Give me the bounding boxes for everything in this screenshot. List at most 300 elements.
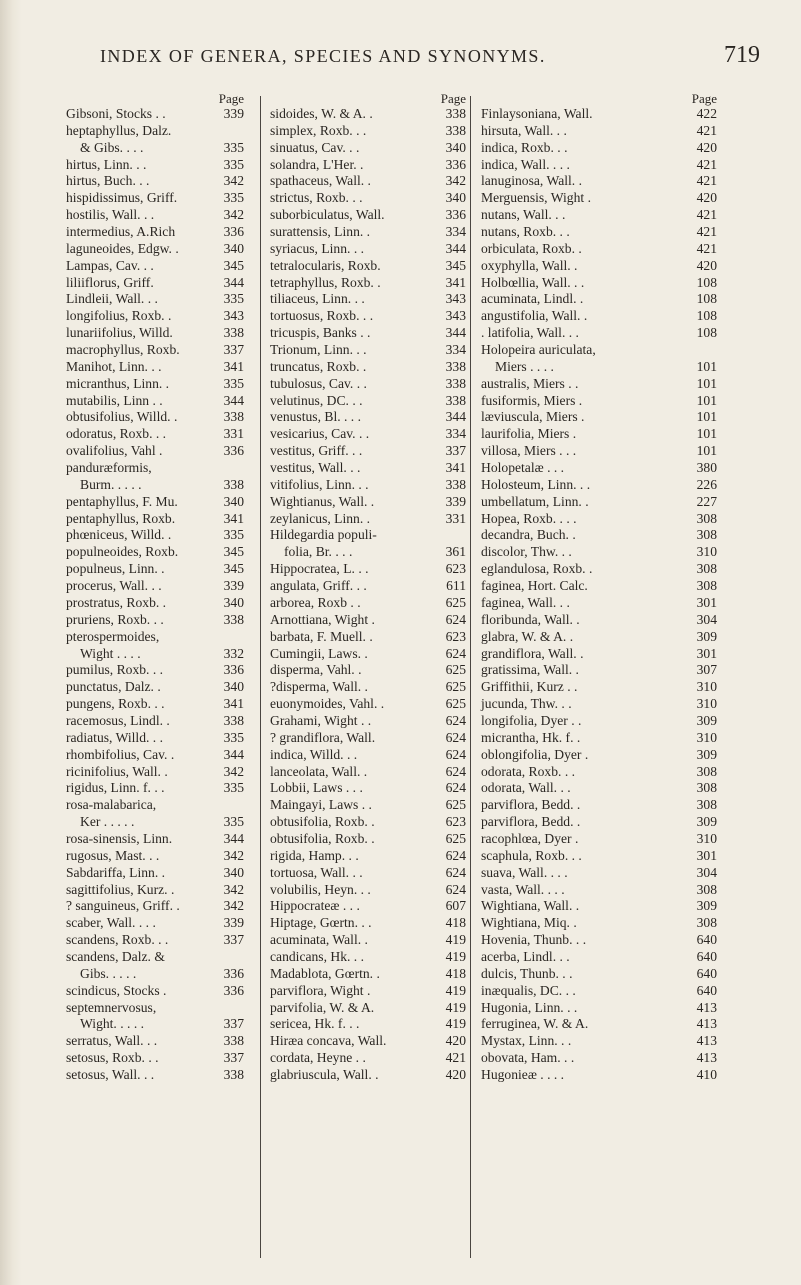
entry-page: 309	[696, 712, 717, 728]
entry-text: setosus, Wall. . .	[66, 1066, 155, 1082]
index-entry	[481, 561, 717, 578]
index-entry	[481, 342, 717, 359]
index-entry	[270, 797, 466, 814]
entry-text: australis, Miers . .	[481, 375, 579, 391]
entry-page: 344	[223, 392, 244, 408]
index-entry	[66, 730, 244, 747]
index-entry	[481, 140, 717, 157]
entry-page: 420	[445, 1033, 466, 1049]
entry-page: 421	[696, 240, 717, 256]
index-entry	[481, 544, 717, 561]
entry-page: 344	[445, 325, 466, 341]
index-entry	[481, 477, 717, 494]
entry-text: euonymoides, Vahl. .	[270, 696, 385, 712]
entry-text: faginea, Hort. Calc.	[481, 578, 588, 594]
entry-page: 623	[445, 814, 466, 830]
entry-text: rosa-sinensis, Linn.	[66, 830, 173, 846]
entry-text: scaphula, Roxb. . .	[481, 847, 582, 863]
entry-page: 344	[223, 746, 244, 762]
column-page-label: Page	[440, 91, 466, 106]
entry-text: ricinifolius, Wall. .	[66, 763, 168, 779]
index-entry	[66, 882, 244, 899]
index-entry	[481, 258, 717, 275]
index-entry	[481, 157, 717, 174]
entry-text: vestitus, Wall. . .	[270, 460, 361, 476]
entry-page: 309	[696, 628, 717, 644]
index-entry	[481, 797, 717, 814]
entry-page: 624	[445, 746, 466, 762]
entry-page: 308	[696, 561, 717, 577]
index-entry	[481, 376, 717, 393]
entry-page: 331	[445, 510, 466, 526]
entry-page: 624	[445, 780, 466, 796]
entry-text: vestitus, Griff. . .	[270, 443, 363, 459]
entry-page: 301	[696, 847, 717, 863]
index-column-2	[270, 92, 466, 1084]
index-entry	[66, 308, 244, 325]
index-entry	[481, 730, 717, 747]
index-entry	[270, 915, 466, 932]
entry-page: 341	[223, 358, 244, 374]
entry-text: indica, Wall. . . .	[481, 156, 570, 172]
entry-text: Gibs. . . . .	[80, 965, 137, 981]
index-entry	[481, 848, 717, 865]
entry-page: 624	[445, 763, 466, 779]
index-entry	[481, 359, 717, 376]
index-entry	[270, 342, 466, 359]
entry-page: 338	[223, 325, 244, 341]
entry-page: 335	[223, 139, 244, 155]
entry-page: 340	[223, 240, 244, 256]
entry-page: 421	[696, 122, 717, 138]
index-entry	[270, 983, 466, 1000]
entry-text: surattensis, Linn. .	[270, 224, 371, 240]
index-entry	[270, 696, 466, 713]
entry-page: 334	[445, 426, 466, 442]
entry-text: simplex, Roxb. . .	[270, 122, 367, 138]
entry-page: 338	[223, 476, 244, 492]
index-entry	[66, 780, 244, 797]
entry-page: 342	[223, 763, 244, 779]
entry-text: scandens, Roxb. . .	[66, 932, 169, 948]
entry-text: odoratus, Roxb. . .	[66, 426, 167, 442]
index-entry	[270, 527, 466, 544]
index-entry	[481, 308, 717, 325]
entry-text: faginea, Wall. . .	[481, 594, 570, 610]
entry-text: nutans, Wall. . .	[481, 207, 566, 223]
entry-text: sericea, Hk. f. . .	[270, 1016, 360, 1032]
entry-page: 413	[696, 999, 717, 1015]
entry-text: glabra, W. & A. .	[481, 628, 574, 644]
index-entry	[481, 426, 717, 443]
entry-page: 335	[223, 190, 244, 206]
entry-text: orbiculata, Roxb. .	[481, 240, 582, 256]
entry-page: 310	[696, 679, 717, 695]
index-entry	[66, 258, 244, 275]
entry-text: pterospermoides,	[66, 628, 160, 644]
entry-page: 623	[445, 561, 466, 577]
index-entry	[270, 764, 466, 781]
index-entry	[66, 157, 244, 174]
entry-text: solandra, L'Her. .	[270, 156, 364, 172]
entry-text: Hopea, Roxb. . . .	[481, 510, 577, 526]
index-entry	[270, 882, 466, 899]
entry-page: 101	[696, 358, 717, 374]
index-entry	[270, 1000, 466, 1017]
entry-text: truncatus, Roxb. .	[270, 358, 367, 374]
index-entry	[481, 949, 717, 966]
entry-text: ? grandiflora, Wall.	[270, 729, 376, 745]
index-entry	[481, 325, 717, 342]
entry-text: populneoides, Roxb.	[66, 544, 179, 560]
entry-text: ?disperma, Wall. .	[270, 679, 368, 695]
entry-text: lanceolata, Wall. .	[270, 763, 368, 779]
entry-page: 343	[223, 308, 244, 324]
index-entry	[481, 814, 717, 831]
index-entry	[270, 426, 466, 443]
entry-text: cordata, Heyne . .	[270, 1050, 366, 1066]
entry-text: intermedius, A.Rich	[66, 224, 176, 240]
index-entry	[270, 831, 466, 848]
entry-text: ? sanguineus, Griff. .	[66, 898, 180, 914]
entry-page: 342	[223, 173, 244, 189]
entry-page: 344	[445, 240, 466, 256]
entry-text: rigidus, Linn. f. . .	[66, 780, 165, 796]
entry-text: longifolia, Dyer . .	[481, 712, 582, 728]
entry-text: scandens, Dalz. &	[66, 948, 165, 964]
entry-text: hirtus, Buch. . .	[66, 173, 150, 189]
entry-page: 342	[223, 207, 244, 223]
entry-text: suava, Wall. . . .	[481, 864, 568, 880]
entry-page: 335	[223, 814, 244, 830]
entry-text: laurifolia, Miers .	[481, 426, 577, 442]
index-entry	[270, 544, 466, 561]
entry-text: suborbiculatus, Wall.	[270, 207, 385, 223]
index-entry	[66, 578, 244, 595]
entry-page: 332	[223, 645, 244, 661]
entry-page: 336	[223, 982, 244, 998]
entry-text: ferruginea, W. & A.	[481, 1016, 589, 1032]
index-entry	[270, 730, 466, 747]
entry-page: 341	[445, 460, 466, 476]
index-entry	[66, 241, 244, 258]
index-entry	[270, 679, 466, 696]
entry-text: obtusifolia, Roxb. .	[270, 814, 375, 830]
index-entry	[481, 443, 717, 460]
entry-text: tetralocularis, Roxb.	[270, 257, 381, 273]
entry-page: 108	[696, 325, 717, 341]
entry-text: Holbœllia, Wall. . .	[481, 274, 585, 290]
index-entry	[270, 494, 466, 511]
entry-text: Miers . . . .	[495, 358, 554, 374]
index-entry	[66, 106, 244, 123]
entry-page: 421	[696, 207, 717, 223]
entry-page: 335	[223, 527, 244, 543]
entry-text: jucunda, Thw. . .	[481, 696, 572, 712]
index-entry	[481, 595, 717, 612]
entry-text: Hippocratea, L. . .	[270, 561, 369, 577]
entry-text: zeylanicus, Linn. .	[270, 510, 371, 526]
entry-text: acerba, Lindl. . .	[481, 948, 570, 964]
entry-text: scindicus, Stocks .	[66, 982, 167, 998]
index-entry	[481, 1050, 717, 1067]
index-entry	[270, 612, 466, 629]
entry-text: odorata, Wall. . .	[481, 780, 571, 796]
entry-text: floribunda, Wall. .	[481, 611, 580, 627]
entry-text: Wight . . . .	[80, 645, 141, 661]
entry-page: 625	[445, 679, 466, 695]
index-entry	[270, 865, 466, 882]
index-entry	[270, 848, 466, 865]
entry-page: 310	[696, 729, 717, 745]
index-entry	[481, 173, 717, 190]
index-entry	[66, 865, 244, 882]
entry-page: 380	[696, 460, 717, 476]
entry-page: 307	[696, 662, 717, 678]
index-entry	[481, 662, 717, 679]
entry-text: villosa, Miers . . .	[481, 443, 577, 459]
entry-text: Holopetalæ . . .	[481, 460, 565, 476]
index-entry	[66, 561, 244, 578]
index-column-1	[66, 92, 244, 1084]
entry-text: tetraphyllus, Roxb. .	[270, 274, 381, 290]
entry-page: 625	[445, 830, 466, 846]
entry-page: 624	[445, 864, 466, 880]
entry-text: sagittifolius, Kurz. .	[66, 881, 175, 897]
index-entry	[66, 376, 244, 393]
entry-text: Hiræa concava, Wall.	[270, 1033, 387, 1049]
entry-text: punctatus, Dalz. .	[66, 679, 161, 695]
index-entry	[270, 173, 466, 190]
index-entry	[66, 797, 244, 814]
index-entry	[66, 1067, 244, 1084]
entry-text: umbellatum, Linn. .	[481, 493, 589, 509]
index-entry	[66, 662, 244, 679]
entry-page: 625	[445, 696, 466, 712]
entry-text: hirsuta, Wall. . .	[481, 122, 567, 138]
entry-text: acuminata, Wall. .	[270, 932, 368, 948]
entry-page: 640	[696, 965, 717, 981]
page-spine-shadow	[0, 0, 22, 1285]
entry-page: 338	[445, 122, 466, 138]
column-page-label: Page	[218, 91, 244, 106]
entry-page: 413	[696, 1016, 717, 1032]
entry-page: 337	[445, 443, 466, 459]
index-entry	[270, 241, 466, 258]
entry-page: 304	[696, 864, 717, 880]
entry-text: obtusifolius, Willd. .	[66, 409, 178, 425]
entry-text: tortuosa, Wall. . .	[270, 864, 363, 880]
entry-page: 421	[696, 224, 717, 240]
entry-page: 101	[696, 409, 717, 425]
entry-page: 338	[223, 1066, 244, 1082]
index-entry	[481, 713, 717, 730]
entry-text: tortuosus, Roxb. . .	[270, 308, 374, 324]
index-entry	[66, 949, 244, 966]
entry-page: 341	[223, 696, 244, 712]
index-entry	[270, 949, 466, 966]
entry-page: 338	[223, 1033, 244, 1049]
entry-text: Arnottiana, Wight .	[270, 611, 375, 627]
entry-text: lunariifolius, Willd.	[66, 325, 173, 341]
entry-text: Lobbii, Laws . . .	[270, 780, 363, 796]
entry-page: 418	[445, 915, 466, 931]
index-entry	[66, 291, 244, 308]
index-entry	[66, 325, 244, 342]
index-entry	[270, 224, 466, 241]
entry-page: 624	[445, 712, 466, 728]
index-entry	[66, 426, 244, 443]
entry-text: velutinus, DC. . .	[270, 392, 363, 408]
entry-text: Ker . . . . .	[80, 814, 135, 830]
entry-text: Wightiana, Wall. .	[481, 898, 580, 914]
index-entry	[270, 393, 466, 410]
index-entry	[66, 140, 244, 157]
column-page-label: Page	[691, 91, 717, 106]
entry-page: 342	[445, 173, 466, 189]
entry-text: heptaphyllus, Dalz.	[66, 122, 172, 138]
entry-page: 301	[696, 594, 717, 610]
index-entry	[66, 1000, 244, 1017]
index-entry	[270, 1016, 466, 1033]
entry-text: pentaphyllus, Roxb.	[66, 510, 176, 526]
entry-page: 310	[696, 830, 717, 846]
entry-page: 337	[223, 1050, 244, 1066]
entry-page: 421	[696, 173, 717, 189]
entry-text: rhombifolius, Cav. .	[66, 746, 175, 762]
index-column-3	[481, 92, 717, 1084]
entry-text: Hugonieæ . . . .	[481, 1066, 565, 1082]
entry-text: Madablota, Gœrtn. .	[270, 965, 380, 981]
index-entry	[481, 393, 717, 410]
entry-text: radiatus, Willd. . .	[66, 729, 163, 745]
entry-page: 342	[223, 898, 244, 914]
entry-text: angulata, Griff. . .	[270, 578, 367, 594]
entry-text: parviflora, Bedd. .	[481, 797, 581, 813]
index-entry	[270, 190, 466, 207]
entry-page: 308	[696, 780, 717, 796]
entry-page: 342	[223, 847, 244, 863]
entry-text: pumilus, Roxb. . .	[66, 662, 164, 678]
index-entry	[66, 443, 244, 460]
entry-text: fusiformis, Miers .	[481, 392, 583, 408]
index-entry	[66, 898, 244, 915]
index-entry	[481, 780, 717, 797]
entry-page: 420	[696, 190, 717, 206]
index-entry	[481, 494, 717, 511]
entry-text: Wight. . . . .	[80, 1016, 145, 1032]
index-entry	[66, 409, 244, 426]
entry-text: mutabilis, Linn . .	[66, 392, 163, 408]
entry-page: 419	[445, 999, 466, 1015]
index-entry	[270, 646, 466, 663]
entry-page: 308	[696, 915, 717, 931]
index-entry	[66, 359, 244, 376]
entry-page: 308	[696, 881, 717, 897]
entry-text: Lampas, Cav. . .	[66, 257, 154, 273]
index-entry	[481, 511, 717, 528]
entry-text: Burm. . . . .	[80, 476, 142, 492]
page-title: INDEX OF GENERA, SPECIES AND SYNONYMS.	[100, 46, 546, 66]
entry-text: panduræformis,	[66, 460, 152, 476]
index-entry	[66, 915, 244, 932]
index-entry	[270, 443, 466, 460]
entry-text: parvifolia, W. & A.	[270, 999, 375, 1015]
index-entry	[66, 646, 244, 663]
entry-text: . latifolia, Wall. . .	[481, 325, 579, 341]
entry-text: setosus, Roxb. . .	[66, 1050, 159, 1066]
index-entry	[66, 764, 244, 781]
index-entry	[481, 1033, 717, 1050]
entry-page: 338	[445, 392, 466, 408]
entry-page: 335	[223, 375, 244, 391]
entry-text: longifolius, Roxb. .	[66, 308, 172, 324]
entry-page: 421	[445, 1050, 466, 1066]
entry-text: macrophyllus, Roxb.	[66, 342, 180, 358]
index-entry	[481, 190, 717, 207]
index-entry	[66, 477, 244, 494]
index-entry	[66, 511, 244, 528]
index-entry	[481, 898, 717, 915]
entry-page: 308	[696, 763, 717, 779]
index-entry	[481, 831, 717, 848]
index-entry	[270, 780, 466, 797]
entry-text: Grahami, Wight . .	[270, 712, 372, 728]
index-entry	[270, 713, 466, 730]
entry-text: spathaceus, Wall. .	[270, 173, 371, 189]
index-entry	[270, 460, 466, 477]
index-entry	[481, 882, 717, 899]
entry-page: 413	[696, 1050, 717, 1066]
index-entry	[481, 241, 717, 258]
index-entry	[66, 595, 244, 612]
entry-page: 101	[696, 375, 717, 391]
entry-text: dulcis, Thunb. . .	[481, 965, 573, 981]
entry-page: 341	[445, 274, 466, 290]
entry-page: 342	[223, 881, 244, 897]
entry-text: Hovenia, Thunb. . .	[481, 932, 587, 948]
index-entry	[270, 1067, 466, 1084]
entry-page: 345	[445, 257, 466, 273]
entry-text: læviuscula, Miers .	[481, 409, 585, 425]
entry-page: 421	[696, 156, 717, 172]
index-entry	[481, 629, 717, 646]
column-divider	[470, 96, 471, 1258]
entry-page: 343	[445, 308, 466, 324]
entry-page: 336	[223, 224, 244, 240]
index-entry	[66, 190, 244, 207]
entry-text: Lindleii, Wall. . .	[66, 291, 158, 307]
entry-text: folia, Br. . . .	[284, 544, 353, 560]
entry-page: 624	[445, 611, 466, 627]
entry-page: 340	[445, 139, 466, 155]
entry-page: 640	[696, 932, 717, 948]
entry-page: 335	[223, 729, 244, 745]
entry-text: Holosteum, Linn. . .	[481, 476, 591, 492]
entry-text: glabriuscula, Wall. .	[270, 1066, 379, 1082]
entry-text: obtusifolia, Roxb. .	[270, 830, 375, 846]
entry-page: 419	[445, 932, 466, 948]
entry-page: 338	[445, 375, 466, 391]
entry-page: 624	[445, 881, 466, 897]
index-entry	[270, 123, 466, 140]
entry-text: racemosus, Lindl. .	[66, 712, 170, 728]
entry-text: ovalifolius, Vahl .	[66, 443, 163, 459]
entry-text: Hugonia, Linn. . .	[481, 999, 578, 1015]
entry-text: micrantha, Hk. f. .	[481, 729, 581, 745]
index-entry	[66, 1033, 244, 1050]
index-entry	[481, 106, 717, 123]
